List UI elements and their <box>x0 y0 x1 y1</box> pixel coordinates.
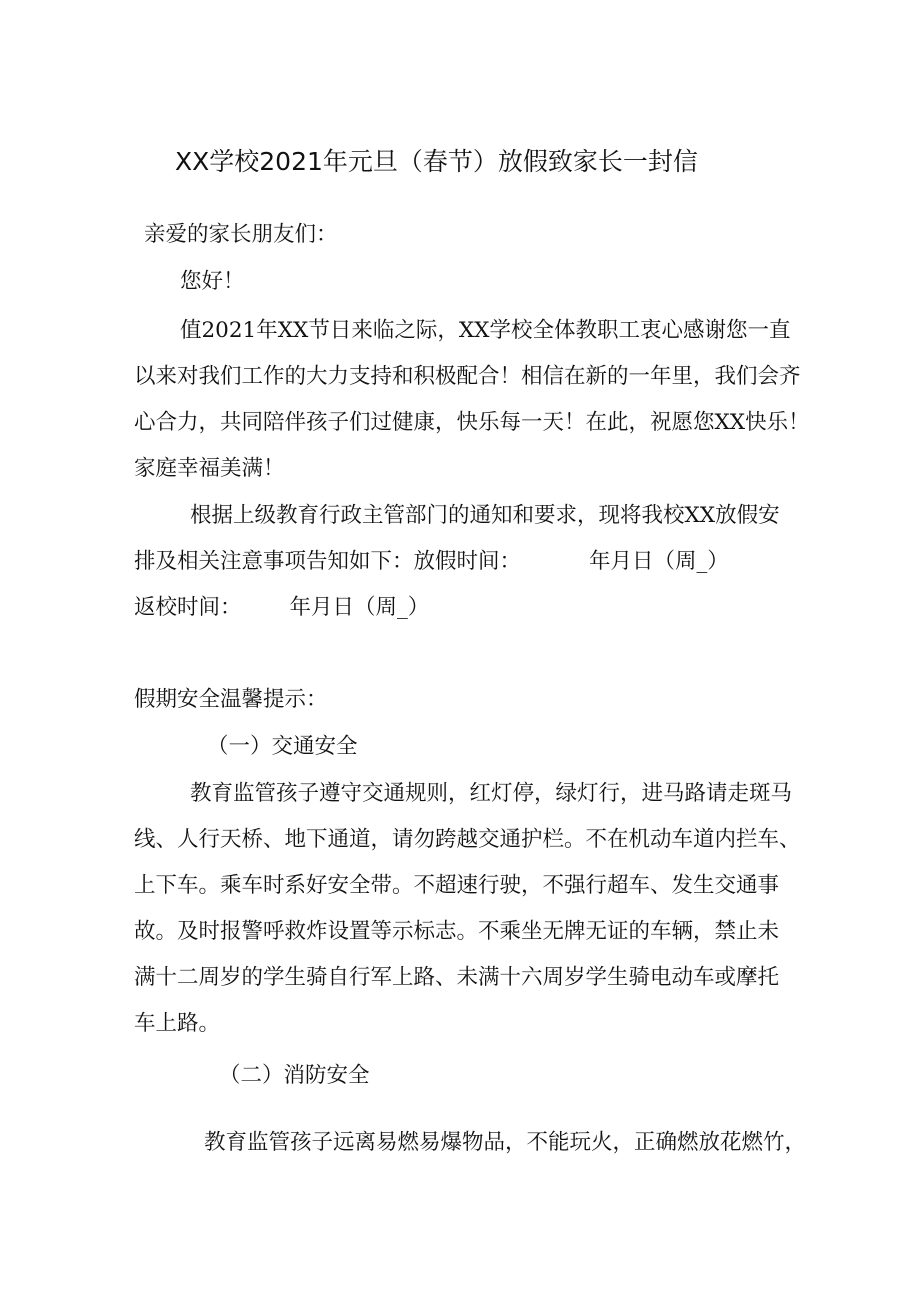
greeting: 您好！ <box>180 269 245 294</box>
tips-heading: 假期安全温馨提示： <box>134 687 328 712</box>
leave-date: 年月日（周_） <box>589 549 729 574</box>
section-heading: （二）消防安全 <box>219 1063 370 1088</box>
paragraph-line: 满十二周岁的学生骑自行军上路、未满十六周岁学生骑电动车或摩托 <box>134 965 780 990</box>
paragraph-line: 根据上级教育行政主管部门的通知和要求，现将我校XX放假安 <box>190 503 780 528</box>
paragraph-line: 教育监管孩子遵守交通规则，红灯停，绿灯行，进马路请走斑马 <box>190 781 793 806</box>
salutation: 亲爱的家长朋友们： <box>144 222 338 247</box>
paragraph-line: 线、人行天桥、地下通道，请勿跨越交通护栏。不在机动车道内拦车、 <box>134 827 801 852</box>
paragraph-line: 车上路。 <box>134 1011 221 1036</box>
paragraph-line: 上下车。乘车时系好安全带。不超速行驶，不强行超车、发生交通事 <box>134 873 780 898</box>
section-heading: （一）交通安全 <box>207 734 358 759</box>
paragraph-line: 值2021年XX节日来临之际，XX学校全体教职工衷心感谢您一直 <box>180 318 791 343</box>
page-title: XX学校2021年元旦（春节）放假致家长一封信 <box>175 147 698 176</box>
paragraph-line: 故。及时报警呼救炸设置等示标志。不乘坐无牌无证的车辆，禁止未 <box>134 919 780 944</box>
paragraph-line <box>134 548 729 576</box>
leave-label: 排及相关注意事项告知如下：放假时间： <box>134 549 522 574</box>
paragraph-line: 心合力，共同陪伴孩子们过健康，快乐每一天！在此，祝愿您XX快乐！ <box>134 410 810 435</box>
paragraph-line <box>134 594 429 622</box>
paragraph-line: 教育监管孩子远离易燃易爆物品，不能玩火，正确燃放花燃竹， <box>204 1130 807 1155</box>
return-date: 年月日（周_） <box>289 595 430 620</box>
paragraph-line: 以来对我们工作的大力支持和积极配合！相信在新的一年里，我们会齐 <box>134 364 801 389</box>
return-label: 返校时间： <box>134 595 242 620</box>
paragraph-line: 家庭幸福美满！ <box>134 456 285 481</box>
